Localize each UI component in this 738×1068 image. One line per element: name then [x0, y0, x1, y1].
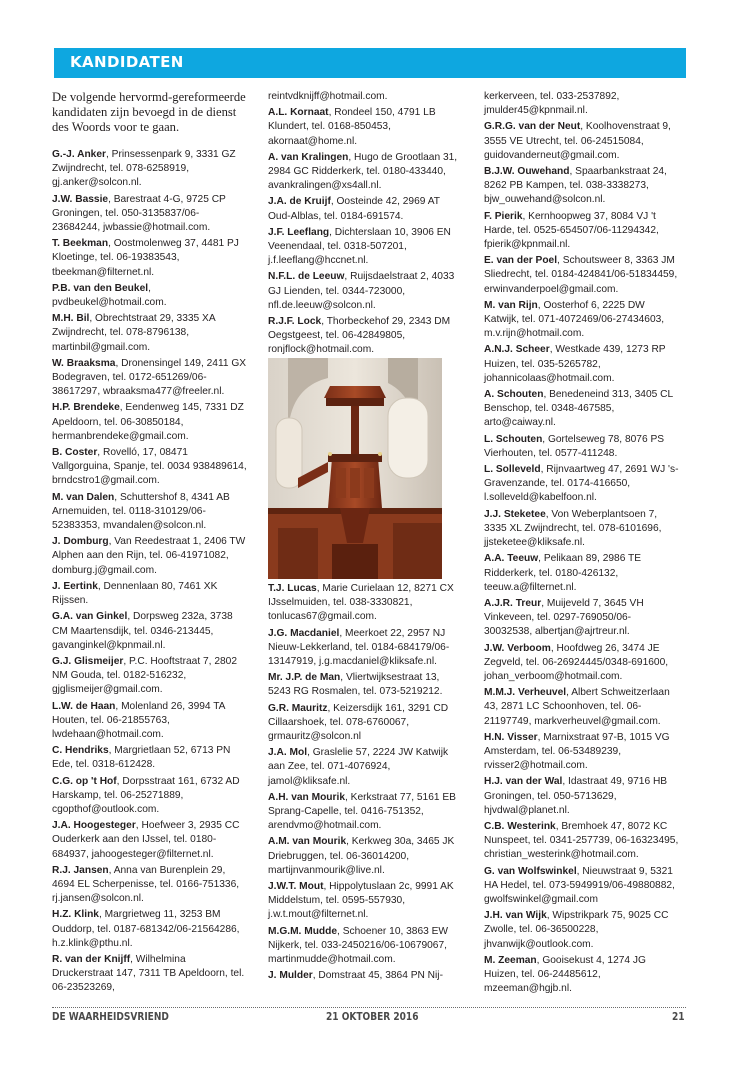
candidate-entry [52, 953, 247, 996]
candidate-entry [52, 357, 247, 400]
candidate-name: G.J. Glismeijer [52, 655, 124, 667]
church-pulpit-photo [268, 358, 442, 579]
column-2 [268, 90, 463, 360]
candidate-details: , Gortelseweg 78, 8076 PS Vierhouten, tel. 0577-411248. [484, 433, 665, 459]
candidate-details: , Schoener 10, 3863 EW Nijkerk, tel. 033-2450216/06-10679067, martinmudde@hotmail.com. [268, 925, 449, 966]
candidate-details: , pvdbeukel@hotmail.com. [52, 282, 167, 309]
candidate-name: R.J.F. Lock [268, 316, 322, 328]
candidate-entry [52, 148, 247, 191]
candidate-entry [484, 909, 679, 952]
candidate-name: C.B. Westerink [484, 820, 556, 832]
candidate-details: reintvdknijff@hotmail.com. [268, 91, 388, 102]
candidate-details: , Idastraat 49, 9716 HB Groningen, tel. 050-5713629, hjvdwal@planet.nl. [484, 776, 668, 816]
candidate-name: J.H. van Wijk [484, 910, 547, 922]
candidate-name: J. Eertink [52, 580, 98, 592]
candidate-entry [268, 702, 463, 745]
candidate-details: , Ruijsdaelstraat 2, 4033 GJ Lienden, tel. 0344-723000, nfl.de.leeuw@solcon.nl. [268, 271, 455, 311]
candidate-entry [484, 954, 679, 997]
candidate-details: , Hippolytuslaan 2c, 9991 AK Middelstum, tel. 0595-557930, j.w.t.mout@filternet.nl. [268, 881, 454, 921]
candidate-name: M.M.J. Verheuvel [484, 687, 567, 699]
candidate-details: , Kernhoopweg 37, 8084 VJ 't Harde, tel. 0525-654507/06-11294342, fpierik@kpnmail.nl. [484, 210, 659, 251]
candidate-entry [268, 835, 463, 878]
publication-date: 21 OKTOBER 2016 [326, 1011, 419, 1023]
candidate-details: , Dichterslaan 10, 3906 EN Veenendaal, tel. 0318-507201, j.f.leeflang@hccnet.nl. [268, 226, 451, 267]
candidate-entry [268, 582, 463, 625]
candidate-entry [52, 193, 247, 236]
candidate-name: M. van Dalen [52, 491, 115, 503]
candidate-entry [52, 775, 247, 818]
candidate-entry [268, 270, 463, 313]
candidate-name: J.A. Hoogesteger [52, 820, 136, 832]
candidate-details: , Dronensingel 149, 2411 GX Bodegraven, tel. 0172-651269/06-38617297, wbraaksma477@freeler.nl. [52, 357, 247, 398]
candidate-details: , Kerkstraat 77, 5161 EB Sprang-Capelle, tel. 0416-751352, arendvmo@hotmail.com. [268, 791, 456, 832]
candidate-name: Mr. J.P. de Man [268, 672, 341, 684]
candidate-entry [52, 401, 247, 444]
candidate-details: , Schoutsweer 8, 3363 JM Sliedrecht, tel. 0184-424841/06-51834459, erwinvanderpoel@gmail.com. [484, 255, 678, 295]
candidate-name: T. Beekman [52, 238, 109, 250]
candidate-entry [268, 791, 463, 834]
entries-column-2-top [268, 90, 463, 358]
candidate-entry [484, 343, 679, 386]
section-title: KANDIDATEN [70, 53, 184, 71]
candidate-name: G.R. Mauritz [268, 702, 328, 714]
candidate-name: J.A. Mol [268, 747, 308, 759]
candidate-entry [484, 254, 679, 297]
candidate-entry [484, 731, 679, 774]
candidate-name: G.A. van Ginkel [52, 611, 128, 623]
column-3 [484, 90, 679, 998]
candidate-name: J.A. de Kruijf [268, 196, 331, 208]
candidate-entry [484, 508, 679, 551]
candidate-entry [484, 388, 679, 431]
entries-column-1 [52, 148, 247, 996]
candidate-details: , Pelikaan 89, 2986 TE Ridderkerk, tel. 0180-426132, teeuw.a@filternet.nl. [484, 553, 642, 593]
candidate-entry [52, 446, 247, 489]
candidate-details: , Albert Schweitzerlaan 43, 2871 LC Schoonhoven, tel. 06-21197749, markverheuvel@gmail.com. [484, 687, 670, 727]
candidate-details: , Kerkweg 30a, 3465 JK Driebruggen, tel. 06-36014200, martijnvanmourik@live.nl. [268, 836, 455, 876]
candidate-name: T.J. Lucas [268, 583, 317, 594]
candidate-entry [268, 969, 463, 983]
candidate-details: , Wilhelmina Druckerstraat 147, 7311 TB Apeldoorn, tel. 06-23523269, [52, 953, 245, 994]
candidate-entry [52, 580, 247, 608]
candidate-entry [268, 226, 463, 269]
entries-column-2-bottom [268, 582, 463, 983]
candidate-entry [484, 120, 679, 163]
candidate-details: , Graslelie 57, 2224 JW Katwijk aan Zee, tel. 071-4076924, jamol@kliksafe.nl. [268, 747, 449, 787]
candidate-details: , Van Reedestraat 1, 2406 TW Alphen aan den Rijn, tel. 06-41971082, domburg.j@gmail.com. [52, 536, 246, 576]
candidate-name: J. Mulder [268, 970, 313, 982]
candidate-entry [484, 686, 679, 729]
candidate-name: M.G.M. Mudde [268, 925, 338, 937]
candidate-name: L. Schouten [484, 433, 543, 445]
candidate-details: , Domstraat 45, 3864 PN Nij- [312, 970, 443, 982]
candidate-entry [484, 463, 679, 506]
candidate-name: A.J.R. Treur [484, 597, 542, 609]
candidate-entry [268, 106, 463, 149]
candidate-entry [52, 819, 247, 862]
candidate-entry [268, 671, 463, 699]
candidate-name: M.H. Bil [52, 313, 90, 325]
candidate-details: , Nieuwstraat 9, 5321 HA Hedel, tel. 073-5949919/06-49880882, gwolfswinkel@gmail.com [484, 865, 675, 905]
candidate-name: R.J. Jansen [52, 864, 109, 876]
candidate-name: W. Braaksma [52, 357, 116, 369]
candidate-entry [52, 535, 247, 578]
candidate-details: , Koolhovenstraat 9, 3555 VE Utrecht, tel. 06-24515084, guidovanderneut@gmail.com. [484, 121, 671, 161]
candidate-entry [52, 700, 247, 743]
candidate-details: , Von Weberplantsoen 7, 3335 XL Zwijndrecht, tel. 078-6101696, jjsteketee@kliksafe.nl. [484, 508, 662, 549]
candidate-details: , Benedeneind 313, 3405 CL Benschop, tel. 0348-467585, arto@caiway.nl. [484, 389, 673, 429]
candidate-details: , Westkade 439, 1273 RP Huizen, tel. 035-5265782, johannicolaas@hotmail.com. [484, 344, 666, 384]
candidate-details: , P.C. Hooftstraat 7, 2802 NM Gouda, tel. 0182-516232, gjglismeijer@gmail.com. [52, 655, 237, 696]
candidate-entry [484, 597, 679, 640]
candidate-details: , Obrechtstraat 29, 3335 XA Zwijndrecht, tel. 078-8796138, martinbil@gmail.com. [52, 313, 216, 353]
candidate-details: , Meerkoet 22, 2957 NJ Nieuw-Lekkerland, tel. 0184-684179/06-13147919, j.g.macdaniel@kliksafe.nl. [268, 627, 450, 668]
candidate-details: , Eendenweg 145, 7331 DZ Apeldoorn, tel. 06-30850184, hermanbrendeke@gmail.com. [52, 402, 244, 442]
candidate-name: C.G. op 't Hof [52, 775, 117, 787]
candidate-name: B. Coster [52, 447, 98, 459]
candidate-details: , Hoofdweg 26, 3474 JE Zegveld, tel. 06-26924445/0348-691600, johan_verboom@hotmail.com. [484, 642, 669, 682]
candidate-details: , Prinsessenpark 9, 3331 GZ Zwijndrecht, tel. 078-6258919, gj.anker@solcon.nl. [52, 149, 236, 189]
candidate-name: G.R.G. van der Neut [484, 121, 581, 133]
candidate-name: A. van Kralingen [268, 151, 349, 163]
candidate-details: , Schuttershof 8, 4341 AB Arnemuiden, tel. 0118-310129/06-52383353, mvandalen@solcon.nl. [52, 491, 230, 532]
candidate-details: , Molenland 26, 3994 TA Houten, tel. 06-21855763, lwdehaan@hotmail.com. [52, 700, 225, 740]
candidate-name: J.W. Bassie [52, 193, 109, 205]
candidate-entry [484, 433, 679, 461]
candidate-name: M. van Rijn [484, 299, 538, 311]
candidate-entry [484, 775, 679, 818]
candidate-entry [52, 610, 247, 653]
candidate-name: F. Pierik [484, 210, 523, 222]
candidate-details: , Marie Curielaan 12, 8271 CX IJsselmuiden, tel. 038-3330821, tonlucas67@gmail.com. [268, 583, 454, 623]
candidate-details: , Dennenlaan 80, 7461 XK Rijssen. [52, 580, 218, 607]
candidate-name: A.N.J. Scheer [484, 344, 550, 356]
candidate-name: A.M. van Mourik [268, 836, 347, 848]
candidate-name: B.J.W. Ouwehand [484, 166, 570, 178]
candidate-name: L.W. de Haan [52, 700, 116, 712]
candidate-details: , Rijnvaartweg 47, 2691 WJ 's-Gravenzande, tel. 0174-416650, l.solleveld@kabelfoon.nl. [484, 464, 679, 504]
candidate-details: , Marnixstraat 97-B, 1015 VG Amsterdam, tel. 06-53489239, rvisser2@hotmail.com. [484, 731, 670, 772]
candidate-name: H.P. Brendeke [52, 402, 120, 414]
candidate-name: H.Z. Klink [52, 909, 99, 921]
candidate-details: , Hoefweer 3, 2935 CC Ouderkerk aan den IJssel, tel. 0180-684937, jahoogesteger@filternet.nl. [52, 820, 240, 860]
candidate-details: , Rovelló, 17, 08471 Vallgorguina, Spanje, tel. 0034 938489614, brndcstro1@gmail.com. [52, 447, 247, 487]
candidate-entry [52, 908, 247, 951]
candidate-name: A.L. Kornaat [268, 107, 329, 119]
candidate-name: N.F.L. de Leeuw [268, 271, 345, 283]
candidate-entry [52, 655, 247, 698]
candidate-entry [484, 90, 679, 118]
candidate-name: M. Zeeman [484, 954, 537, 966]
candidate-name: A.H. van Mourik [268, 791, 345, 803]
publication-name: DE WAARHEIDSVRIEND [52, 1011, 169, 1023]
candidate-entry [484, 165, 679, 208]
candidate-details: , Rondeel 150, 4791 LB Klundert, tel. 0168-850453, akornaat@home.nl. [268, 107, 436, 147]
candidate-entry [484, 299, 679, 342]
candidate-entry [268, 90, 463, 104]
candidate-name: H.J. van der Wal [484, 776, 563, 788]
candidate-details: , Oosteinde 42, 2969 AT Oud-Alblas, tel. 0184-691574. [268, 196, 440, 222]
candidate-name: J.W.T. Mout [268, 881, 324, 893]
candidate-entry [268, 195, 463, 223]
candidate-details: , Wipstrikpark 75, 9025 CC Zwolle, tel. 06-36500228, jhvanwijk@outlook.com. [484, 910, 669, 950]
candidate-details: , Keizersdijk 161, 3291 CD Cillaarshoek, tel. 078-6760067, grmauritz@solcon.nl [268, 702, 449, 743]
candidate-details: , Margrietlaan 52, 6713 PN Ede, tel. 0318-612428. [52, 745, 231, 771]
candidate-entry [484, 552, 679, 595]
candidate-entry [268, 315, 463, 358]
candidate-name: J.J. Steketee [484, 508, 546, 520]
column-2-bottom [268, 582, 463, 985]
candidate-details: , Spaarbankstraat 24, 8262 PB Kampen, tel. 038-3338273, bjw_ouwehand@solcon.nl. [484, 166, 667, 206]
candidate-details: kerkerveen, tel. 033-2537892, jmulder45@kpnmail.nl. [484, 91, 620, 117]
candidate-details: , Bremhoek 47, 8072 KC Nunspeet, tel. 0341-257739, 06-16323495, christian_westerink@hotmail.com. [484, 820, 679, 861]
candidate-entry [52, 744, 247, 772]
candidate-name: P.B. van den Beukel [52, 282, 149, 294]
candidate-entry [484, 210, 679, 253]
candidate-entry [52, 864, 247, 907]
candidate-details: , Vliertwijksestraat 13, 5243 RG Rosmalen, tel. 073-5219212. [268, 672, 443, 698]
candidate-name: J.W. Verboom [484, 642, 551, 654]
entries-column-3 [484, 90, 679, 996]
candidate-details: , Muijeveld 7, 3645 VH Vinkeveen, tel. 0297-769050/06-30032538, albertjan@ajrtreur.nl. [484, 597, 644, 638]
candidate-details: , Margrietweg 11, 3253 BM Ouddorp, tel. 0187-681342/06-21564286, h.z.klink@pthu.nl. [52, 909, 240, 949]
column-1 [52, 90, 247, 998]
candidate-entry [268, 151, 463, 194]
candidate-entry [268, 627, 463, 670]
candidate-details: , Dorpsstraat 161, 6732 AD Harskamp, tel. 06-25271889, cgopthof@outlook.com. [52, 775, 240, 815]
candidate-name: G.-J. Anker [52, 149, 106, 160]
candidate-name: J. Domburg [52, 536, 109, 548]
candidate-name: A.A. Teeuw [484, 553, 539, 565]
intro-paragraph: De volgende hervormd-gereformeerde kandidaten zijn bevoegd in de dienst des Woords voor te gaan. [52, 90, 246, 134]
candidate-name: L. Solleveld [484, 464, 541, 476]
candidate-details: , Oosterhof 6, 2225 DW Katwijk, tel. 071-4072469/06-27434603, m.v.rijn@hotmail.com. [484, 299, 665, 340]
candidate-details: , Barestraat 4-G, 9725 CP Groningen, tel. 050-3135837/06-23684244, jwbassie@hotmail.com. [52, 193, 226, 234]
candidate-entry [484, 820, 679, 863]
section-header-bar [54, 48, 686, 78]
candidate-details: , Anna van Burenplein 29, 4694 EL Scherpenisse, tel. 0166-751336, rj.jansen@solcon.nl. [52, 864, 240, 905]
candidate-name: H.N. Visser [484, 731, 538, 743]
candidate-details: , Thorbeckehof 29, 2343 DM Oegstgeest, tel. 06-42849805, ronjflock@hotmail.com. [268, 316, 451, 356]
candidate-name: E. van der Poel [484, 255, 558, 267]
candidate-entry [52, 237, 247, 280]
candidate-name: J.F. Leeflang [268, 226, 330, 238]
candidate-entry [268, 880, 463, 923]
footer-divider [52, 1007, 686, 1008]
candidate-details: , Dorpsweg 232a, 3738 CM Maartensdijk, tel. 0346-213445, gavanginkel@kpnmail.nl. [52, 611, 233, 651]
candidate-entry [484, 865, 679, 908]
candidate-entry [484, 642, 679, 685]
candidate-details: , Hugo de Grootlaan 31, 2984 GC Ridderkerk, tel. 0180-433440, avankralingen@xs4all.nl. [268, 151, 458, 192]
candidate-name: G. van Wolfswinkel [484, 865, 577, 877]
candidate-name: C. Hendriks [52, 745, 109, 757]
candidate-name: J.G. Macdaniel [268, 627, 340, 639]
candidate-details: , Gooisekust 4, 1274 JG Huizen, tel. 06-24485612, mzeeman@hgjb.nl. [484, 954, 646, 995]
page-number: 21 [672, 1011, 685, 1023]
candidate-details: , Oostmolenweg 37, 4481 PJ Kloetinge, tel. 06-19383543, tbeekman@filternet.nl. [52, 238, 239, 278]
candidate-entry [268, 746, 463, 789]
candidate-entry [52, 312, 247, 355]
pulpit-illustration [268, 358, 442, 579]
candidate-entry [268, 925, 463, 968]
candidate-entry [52, 282, 247, 310]
candidate-name: R. van der Knijff [52, 953, 131, 965]
candidate-name: A. Schouten [484, 389, 544, 401]
candidate-entry [52, 491, 247, 534]
